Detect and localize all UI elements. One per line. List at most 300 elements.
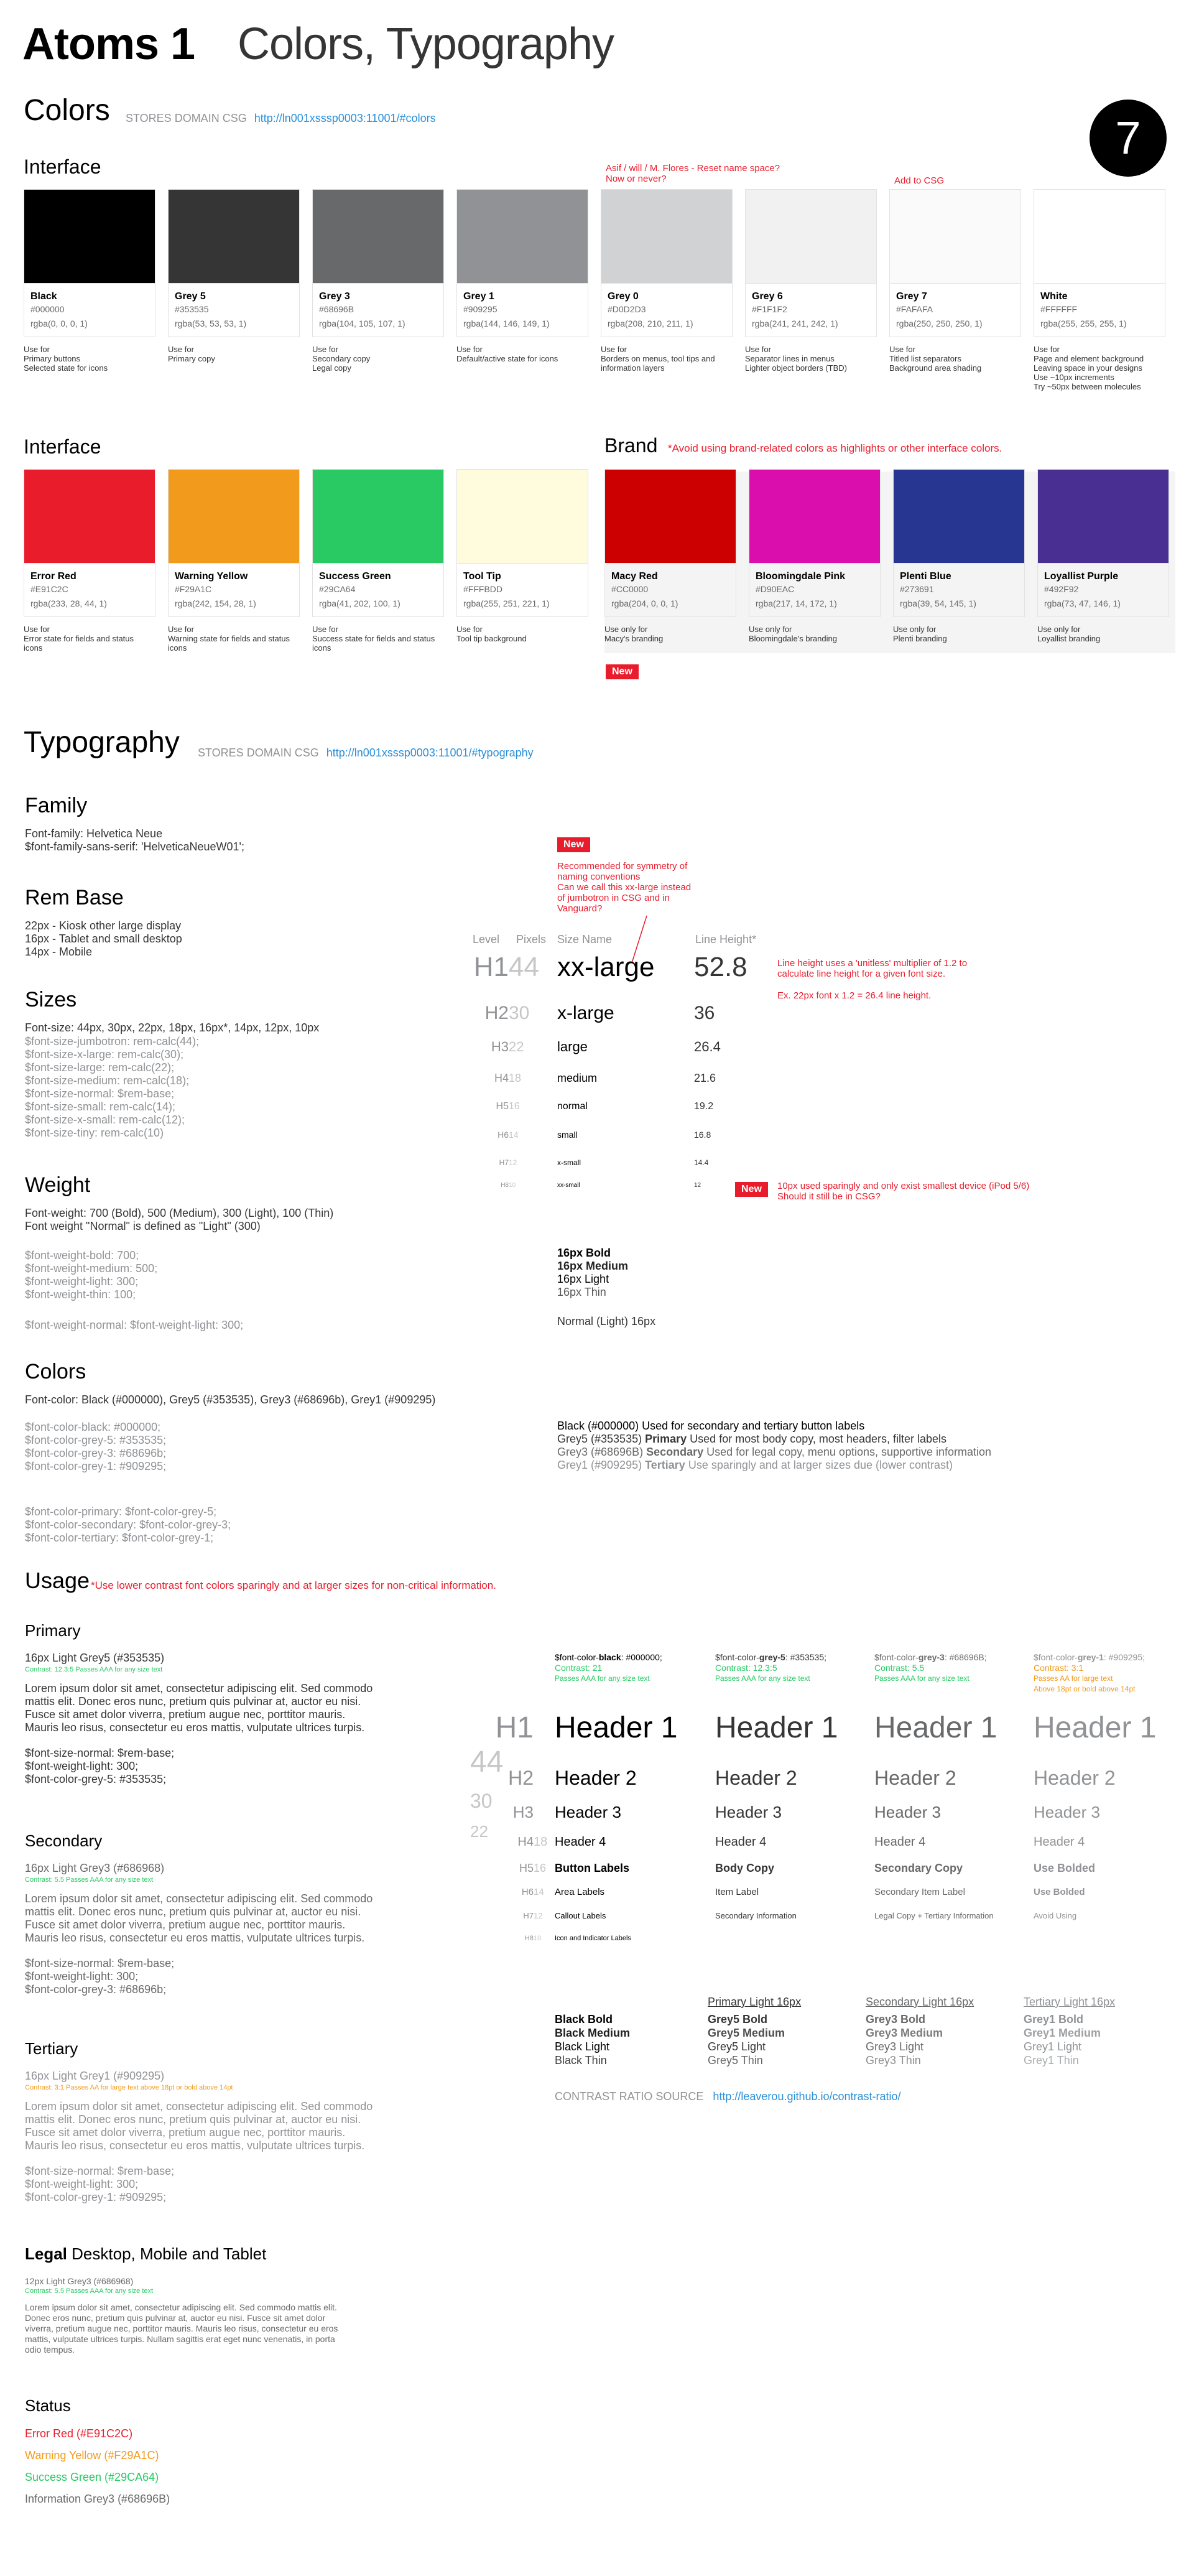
swatch-info xyxy=(604,564,736,617)
scale-pixels: 18 xyxy=(509,1072,522,1084)
type-scale-row xyxy=(470,1101,905,1114)
primary-label: 16px Light Grey5 (#353535) xyxy=(25,1652,165,1664)
color-swatch xyxy=(24,189,155,373)
usage-sample: Legal Copy + Tertiary Information xyxy=(874,1911,994,1920)
brand-title: Brand xyxy=(604,434,658,457)
color-swatch xyxy=(893,469,1025,643)
var-name: grey-3 xyxy=(918,1652,945,1662)
scale-line-height: 26.4 xyxy=(694,1039,721,1054)
usage-sample: Header 4 xyxy=(555,1835,606,1849)
usage-column-header xyxy=(715,1652,871,1684)
swatch-rgba: rgba(233, 28, 44, 1) xyxy=(30,598,107,608)
color-var xyxy=(1034,1652,1189,1663)
swatch-info xyxy=(168,564,300,617)
swatch-rgba: rgba(208, 210, 211, 1) xyxy=(608,319,693,328)
var-value: : #909295; xyxy=(1103,1652,1145,1662)
swatch-name: Error Red xyxy=(30,571,76,582)
contrast-ratio: Contrast: 3:1 xyxy=(1034,1663,1084,1673)
color-chip xyxy=(24,469,155,564)
swatch-name: White xyxy=(1040,291,1068,302)
font-colors-role-vars: $font-color-primary: $font-color-grey-5; $font-color-secondary: $font-color-grey-3; $font-color-tertiary: $font-color-grey-1; xyxy=(25,1505,231,1544)
var-prefix: $font-color- xyxy=(1034,1652,1078,1662)
weights-col-header: Secondary Light 16px xyxy=(866,1996,974,2008)
scale-line-height: 16.8 xyxy=(694,1130,711,1140)
swatch-hex: #D90EAC xyxy=(756,584,795,594)
usage-sample: Area Labels xyxy=(555,1887,605,1897)
color-swatch xyxy=(749,469,881,643)
weight-sample: Grey1 Bold xyxy=(1024,2013,1084,2025)
color-swatch xyxy=(168,469,300,653)
usage-sample: Header 2 xyxy=(715,1767,797,1789)
color-sample-name: Grey3 (#68696B) xyxy=(557,1446,644,1458)
scale-pixels: 44 xyxy=(509,952,539,982)
swatch-name: Success Green xyxy=(319,571,391,582)
rem-base-body: 22px - Kiosk other large display 16px - Tablet and small desktop 14px - Mobile xyxy=(25,919,182,958)
usage-sample: Header 3 xyxy=(715,1803,782,1821)
usage-sample: Icon and Indicator Labels xyxy=(555,1935,631,1942)
usage-level-px: 16 xyxy=(533,1862,547,1874)
xx-large-naming-note: Recommended for symmetry of naming conventions Can we call this xx-large instead of jumbotron in CSG and in Vanguard? xyxy=(557,861,692,914)
color-chip xyxy=(604,469,736,564)
swatch-hex: #68696B xyxy=(319,304,354,314)
swatch-hex: #909295 xyxy=(463,304,497,314)
sizes-vars: $font-size-jumbotron: rem-calc(44); $font-size-x-large: rem-calc(30); $font-size-large: rem-calc(22); $font-size-medium: rem-calc(18); $font-size-normal: $rem-base; $font-size-small: rem-calc(14); $font-size-x-small: rem-calc(12); $font-size-tiny: rem-calc(10) xyxy=(25,1035,200,1139)
swatch-hex: #000000 xyxy=(30,304,65,314)
tertiary-lorem: Lorem ipsum dolor sit amet, consectetur adipiscing elit. Sed commodo mattis elit. Donec eros nunc, pretium quis pulvinar at, auctor eu nisi. Fusce sit amet dolor viverra, pretium augue nec, porttitor mauris. Mauris leo risus, consectetur eu eros mattis, vulputate ultrices turpis. xyxy=(25,2100,373,2152)
scale-size-name: x-small xyxy=(557,1158,581,1167)
contrast-source-link[interactable]: http://leaverou.github.io/contrast-ratio/ xyxy=(713,2090,901,2103)
color-chip xyxy=(1037,469,1169,564)
scale-size-name: normal xyxy=(557,1101,588,1112)
usage-level-row xyxy=(470,1935,551,1942)
secondary-contrast: Contrast: 5.5 Passes AAA for any size text xyxy=(25,1876,154,1884)
usage-sample: Body Copy xyxy=(715,1862,775,1874)
status-title: Status xyxy=(25,2396,71,2415)
swatch-usage: Use for Success state for fields and status icons xyxy=(312,625,435,653)
primary-contrast: Contrast: 12.3:5 Passes AAA for any size text xyxy=(25,1666,163,1673)
weight-sample: Grey1 Thin xyxy=(1024,2054,1079,2067)
usage-column-header xyxy=(874,1652,1030,1684)
scale-line-height: 21.6 xyxy=(694,1072,716,1084)
type-scale-row xyxy=(470,1003,905,1027)
swatch-hex: #CC0000 xyxy=(611,584,649,594)
grey0-note: Asif / will / M. Flores - Reset name space? Now or never? xyxy=(606,163,780,184)
contrast-pass: Passes AA for large text Above 18pt or bold above 14pt xyxy=(1034,1674,1136,1693)
usage-secondary xyxy=(25,1831,373,1996)
usage-sample: Use Bolded xyxy=(1034,1887,1085,1897)
weight-sample: Grey1 Medium xyxy=(1024,2027,1101,2039)
swatch-usage: Use for Separator lines in menus Lighter object borders (TBD) xyxy=(745,345,848,373)
page-title-light: Colors, Typography xyxy=(238,19,614,69)
swatch-usage: Use for Tool tip background xyxy=(456,625,527,643)
swatch-hex: #FAFAFA xyxy=(896,304,933,314)
weight-sample: Grey5 Bold xyxy=(708,2013,768,2025)
primary-vars: $font-size-normal: $rem-base; $font-weight-light: 300; $font-color-grey-5: #353535; xyxy=(25,1747,175,1785)
interface-status-title: Interface xyxy=(24,435,101,458)
usage-column-header xyxy=(555,1652,710,1684)
color-chip xyxy=(312,189,444,284)
usage-title: Usage xyxy=(25,1568,90,1593)
swatch-name: Grey 3 xyxy=(319,291,350,302)
color-sample-role: Primary xyxy=(645,1433,687,1445)
rem-base-title: Rem Base xyxy=(25,886,124,909)
scale-level: H4 xyxy=(494,1072,509,1084)
swatch-usage: Use for Warning state for fields and status icons xyxy=(168,625,290,653)
typography-section-title: Typography xyxy=(24,726,180,759)
scale-level: H5 xyxy=(496,1101,509,1112)
legal-title-rest: Desktop, Mobile and Tablet xyxy=(72,2244,267,2263)
scale-header-level: Level xyxy=(473,933,500,946)
swatch-rgba: rgba(104, 105, 107, 1) xyxy=(319,319,405,328)
scale-pixels: 10 xyxy=(509,1182,516,1189)
tertiary-label: 16px Light Grey1 (#909295) xyxy=(25,2070,165,2082)
color-swatch xyxy=(456,189,588,363)
line-height-note: Line height uses a 'unitless' multiplier of 1.2 to calculate line height for a given font size. xyxy=(777,958,968,979)
scale-pixels: 12 xyxy=(509,1158,517,1167)
new-badge-small: New xyxy=(735,1182,768,1197)
usage-sample: Header 1 xyxy=(1034,1711,1157,1744)
csg-colors-link[interactable]: http://ln001xsssp0003:11001/#colors xyxy=(254,112,436,124)
usage-level-row xyxy=(470,1835,551,1849)
swatch-info xyxy=(893,564,1025,617)
color-sample-desc: Used for secondary and tertiary button labels xyxy=(642,1420,865,1432)
usage-sample: Avoid Using xyxy=(1034,1911,1077,1920)
usage-sample: Header 1 xyxy=(555,1711,678,1744)
weight-sample: Grey5 Thin xyxy=(708,2054,763,2067)
usage-sample: Header 3 xyxy=(874,1803,941,1821)
swatch-info xyxy=(749,564,881,617)
scale-size-name: x-large xyxy=(557,1003,614,1023)
usage-sample: Header 3 xyxy=(1034,1803,1100,1821)
color-swatch xyxy=(312,469,444,653)
scale-level: H1 xyxy=(473,952,509,982)
swatch-rgba: rgba(144, 146, 149, 1) xyxy=(463,319,550,328)
scale-line-height: 52.8 xyxy=(694,952,747,982)
scale-size-name: medium xyxy=(557,1072,598,1084)
family-body: Font-family: Helvetica Neue $font-family-sans-serif: 'HelveticaNeueW01'; xyxy=(25,827,244,853)
weight-sample: Grey5 Medium xyxy=(708,2027,785,2039)
usage-note: *Use lower contrast font colors sparingly and at larger sizes for non-critical information. xyxy=(91,1579,496,1591)
color-sample-name: Grey5 (#353535) xyxy=(557,1433,642,1445)
weight-sample: Grey5 Light xyxy=(708,2040,766,2053)
usage-sample: Header 4 xyxy=(1034,1835,1085,1849)
swatch-hex: #E91C2C xyxy=(30,584,68,594)
swatch-usage: Use only for Macy's branding xyxy=(604,625,664,643)
color-sample-role: Tertiary xyxy=(645,1459,685,1471)
usage-sample: Secondary Item Label xyxy=(874,1887,965,1897)
scale-size-name: xx-large xyxy=(557,952,655,982)
usage-level: H4 xyxy=(517,1835,534,1849)
csg-label: STORES DOMAIN CSG xyxy=(126,112,247,124)
scale-pixels: 14 xyxy=(509,1130,519,1140)
contrast-ratio: Contrast: 5.5 xyxy=(874,1663,925,1673)
color-var xyxy=(555,1652,710,1663)
color-var xyxy=(715,1652,871,1663)
swatch-info xyxy=(24,564,155,617)
swatch-usage: Use for Secondary copy Legal copy xyxy=(312,345,371,373)
color-sample-desc: Use sparingly and at larger sizes due (lower contrast) xyxy=(688,1459,953,1471)
scale-pixels: 22 xyxy=(509,1039,524,1054)
swatch-usage: Use for Error state for fields and status icons xyxy=(24,625,134,653)
swatch-rgba: rgba(241, 241, 242, 1) xyxy=(752,319,838,328)
scale-level: H3 xyxy=(491,1039,509,1054)
new-badge: New xyxy=(557,837,590,852)
usage-sample: Button Labels xyxy=(555,1862,629,1874)
var-prefix: $font-color- xyxy=(555,1652,599,1662)
weights-demo xyxy=(557,1247,628,1299)
color-chip xyxy=(456,189,588,284)
swatch-info xyxy=(312,564,444,617)
swatch-usage: Use only for Loyallist branding xyxy=(1037,625,1101,643)
var-prefix: $font-color- xyxy=(874,1652,919,1662)
scale-size-name: large xyxy=(557,1039,588,1054)
swatch-name: Plenti Blue xyxy=(900,571,951,582)
weight-vars: $font-weight-bold: 700; $font-weight-medium: 500; $font-weight-light: 300; $font-weight-thin: 100; xyxy=(25,1249,158,1301)
swatch-usage: Use for Primary buttons Selected state for icons xyxy=(24,345,108,373)
swatch-usage: Use for Default/active state for icons xyxy=(456,345,558,363)
var-name: black xyxy=(598,1652,621,1662)
var-value: : #000000; xyxy=(621,1652,662,1662)
usage-level-px: 18 xyxy=(534,1835,548,1849)
weight-medium-sample: 16px Medium xyxy=(557,1260,629,1272)
swatch-info xyxy=(456,284,588,337)
swatch-rgba: rgba(41, 202, 100, 1) xyxy=(319,598,400,608)
color-swatch xyxy=(601,189,733,373)
scale-size-name: small xyxy=(557,1130,578,1140)
weight-sample: Black Light xyxy=(555,2040,610,2053)
var-value: : #353535; xyxy=(785,1652,827,1662)
swatch-hex: #FFFFFF xyxy=(1040,304,1078,314)
swatch-rgba: rgba(73, 47, 146, 1) xyxy=(1044,598,1121,608)
type-scale-row xyxy=(470,1039,905,1057)
brand-new-badge: New xyxy=(606,664,639,679)
type-scale-row xyxy=(470,1158,905,1168)
scale-pixels: 30 xyxy=(509,1003,530,1023)
color-sample-desc: Used for most body copy, most headers, filter labels xyxy=(690,1433,947,1445)
scale-level: H2 xyxy=(484,1003,509,1023)
font-color-sample xyxy=(557,1420,991,1433)
grey7-note: Add to CSG xyxy=(894,175,945,186)
usage-sample: Header 4 xyxy=(874,1835,926,1849)
contrast-pass: Passes AAA for any size text xyxy=(874,1674,970,1683)
scale-level: H6 xyxy=(497,1130,509,1140)
scale-header-pixels: Pixels xyxy=(516,933,547,946)
secondary-title: Secondary xyxy=(25,1831,103,1850)
usage-sample: Header 1 xyxy=(715,1711,838,1744)
scale-size-name: xx-small xyxy=(557,1182,580,1189)
legal-contrast: Contrast: 5.5 Passes AAA for any size text xyxy=(25,2287,154,2295)
swatch-usage: Use only for Plenti branding xyxy=(893,625,947,643)
page-title-bold: Atoms 1 xyxy=(22,19,195,69)
type-scale-row xyxy=(470,1130,905,1141)
color-chip xyxy=(889,189,1021,284)
line-height-example: Ex. 22px font x 1.2 = 26.4 line height. xyxy=(777,990,932,1001)
weight-sample: Grey3 Thin xyxy=(866,2054,921,2067)
usage-sample: Secondary Copy xyxy=(874,1862,963,1874)
swatch-hex: #29CA64 xyxy=(319,584,356,594)
usage-sample: Header 3 xyxy=(555,1803,621,1821)
var-name: grey-5 xyxy=(759,1652,785,1662)
weight-sample: Grey3 Light xyxy=(866,2040,924,2053)
usage-sample: Secondary Information xyxy=(715,1911,797,1920)
tertiary-vars: $font-size-normal: $rem-base; $font-weight-light: 300; $font-color-grey-1: #909295; xyxy=(25,2165,175,2203)
color-swatch xyxy=(1034,189,1165,391)
weight-body: Font-weight: 700 (Bold), 500 (Medium), 300 (Light), 100 (Thin) Font weight "Normal" is defined as "Light" (300) xyxy=(25,1207,334,1232)
usage-level: H7 xyxy=(523,1911,534,1920)
usage-level-row xyxy=(470,1911,551,1920)
swatch-hex: #492F92 xyxy=(1044,584,1079,594)
swatch-usage: Use only for Bloomingdale's branding xyxy=(749,625,837,643)
color-swatch xyxy=(456,469,588,643)
colors-section-title: Colors xyxy=(24,94,110,127)
swatch-info xyxy=(312,284,444,337)
font-colors-body: Font-color: Black (#000000), Grey5 (#353535), Grey3 (#68696b), Grey1 (#909295) xyxy=(25,1393,436,1406)
contrast-source xyxy=(555,2090,901,2103)
usage-sample: Use Bolded xyxy=(1034,1862,1096,1874)
legal-title-bold: Legal xyxy=(25,2244,67,2263)
color-swatch xyxy=(24,469,155,653)
font-color-sample xyxy=(557,1446,991,1459)
weight-sample: Grey3 Medium xyxy=(866,2027,943,2039)
csg-typography-link[interactable]: http://ln001xsssp0003:11001/#typography xyxy=(326,746,534,759)
smallest-size-note: 10px used sparingly and only exist smallest device (iPod 5/6) Should it still be in CSG? xyxy=(777,1181,1030,1202)
swatch-rgba: rgba(39, 54, 145, 1) xyxy=(900,598,976,608)
swatch-name: Bloomingdale Pink xyxy=(756,571,846,582)
legal-label: 12px Light Grey3 (#686968) xyxy=(25,2276,134,2286)
swatch-rgba: rgba(242, 154, 28, 1) xyxy=(175,598,256,608)
legal-title xyxy=(25,2244,348,2264)
sizes-body: Font-size: 44px, 30px, 22px, 18px, 16px*, 14px, 12px, 10px xyxy=(25,1021,320,1034)
swatch-usage: Use for Borders on menus, tool tips and information layers xyxy=(601,345,715,373)
secondary-lorem: Lorem ipsum dolor sit amet, consectetur adipiscing elit. Sed commodo mattis elit. Donec eros nunc, pretium quis pulvinar at, auctor eu nisi. Fusce sit amet dolor viverra, pretium augue nec, porttitor mauris. Mauris leo risus, consectetur eu eros mattis, vulputate ultrices turpis. xyxy=(25,1892,373,1944)
swatch-rgba: rgba(255, 255, 255, 1) xyxy=(1040,319,1127,328)
font-color-sample xyxy=(557,1433,991,1446)
contrast-source-label: CONTRAST RATIO SOURCE xyxy=(555,2090,704,2103)
swatch-rgba: rgba(53, 53, 53, 1) xyxy=(175,319,247,328)
swatch-hex: #F1F1F2 xyxy=(752,304,787,314)
usage-sample: Header 2 xyxy=(555,1767,637,1789)
font-colors-title: Colors xyxy=(25,1360,86,1383)
color-sample-desc: Used for legal copy, menu options, supportive information xyxy=(706,1446,992,1458)
color-chip xyxy=(312,469,444,564)
var-value: : #68696B; xyxy=(944,1652,987,1662)
swatch-name: Grey 5 xyxy=(175,291,206,302)
swatch-name: Tool Tip xyxy=(463,571,501,582)
usage-level-row xyxy=(470,1862,551,1875)
swatch-info xyxy=(456,564,588,617)
tertiary-title: Tertiary xyxy=(25,2039,78,2058)
sizes-title: Sizes xyxy=(25,988,77,1011)
usage-level-px: 30 xyxy=(470,1790,493,1812)
usage-level: H8 xyxy=(524,1935,534,1942)
color-chip xyxy=(745,189,877,284)
contrast-pass: Passes AAA for any size text xyxy=(555,1674,650,1683)
status-item: Error Red (#E91C2C) xyxy=(25,2427,133,2440)
weight-sample: Grey1 Light xyxy=(1024,2040,1082,2053)
font-color-sample xyxy=(557,1459,991,1472)
weight-sample: Black Thin xyxy=(555,2054,607,2067)
swatch-hex: #273691 xyxy=(900,584,934,594)
weight-light-sample: 16px Light xyxy=(557,1273,609,1285)
usage-legal xyxy=(25,2244,348,2355)
scale-pixels: 16 xyxy=(509,1101,520,1112)
color-chip xyxy=(601,189,733,284)
usage-level-px: 22 xyxy=(470,1822,488,1841)
usage-column-header xyxy=(1034,1652,1189,1695)
family-title: Family xyxy=(25,794,88,817)
swatch-rgba: rgba(255, 251, 221, 1) xyxy=(463,598,550,608)
weights-col-header: Tertiary Light 16px xyxy=(1024,1996,1116,2008)
status-item: Warning Yellow (#F29A1C) xyxy=(25,2449,159,2462)
color-chip xyxy=(24,189,155,284)
status-item: Information Grey3 (#68696B) xyxy=(25,2493,170,2505)
color-chip xyxy=(749,469,881,564)
scale-line-height: 19.2 xyxy=(694,1101,714,1112)
color-swatch xyxy=(889,189,1021,373)
color-swatch xyxy=(168,189,300,363)
usage-sample: Header 2 xyxy=(874,1767,956,1789)
swatch-info xyxy=(601,284,733,337)
color-swatch xyxy=(1037,469,1169,643)
var-name: grey-1 xyxy=(1077,1652,1104,1662)
usage-sample: Header 2 xyxy=(1034,1767,1116,1789)
weight-normal-sample: Normal (Light) 16px xyxy=(557,1315,656,1328)
usage-level: H3 xyxy=(512,1803,534,1821)
swatch-hex: #F29A1C xyxy=(175,584,212,594)
scale-header-size-name: Size Name xyxy=(557,933,613,946)
color-sample-role: Secondary xyxy=(646,1446,704,1458)
swatch-name: Macy Red xyxy=(611,571,658,582)
weights-col-header: Primary Light 16px xyxy=(708,1996,802,2008)
color-chip xyxy=(1034,189,1165,284)
page-number-badge: 7 xyxy=(1090,100,1167,177)
usage-sample: Callout Labels xyxy=(555,1911,606,1920)
secondary-label: 16px Light Grey3 (#686968) xyxy=(25,1862,165,1874)
usage-primary xyxy=(25,1621,373,1786)
scale-line-height: 14.4 xyxy=(694,1158,709,1167)
swatch-info xyxy=(168,284,300,337)
swatch-name: Grey 7 xyxy=(896,291,927,302)
font-colors-vars: $font-color-black: #000000; $font-color-grey-5: #353535; $font-color-grey-3: #68696b; $font-color-grey-1: #909295; xyxy=(25,1421,167,1472)
usage-level: H6 xyxy=(521,1887,534,1897)
usage-sample: Item Label xyxy=(715,1887,759,1897)
usage-level-row xyxy=(470,1887,551,1897)
usage-level-px: 12 xyxy=(533,1911,543,1920)
weight-bold-sample: 16px Bold xyxy=(557,1247,611,1259)
typography-csg-ref xyxy=(198,746,534,760)
swatch-hex: #353535 xyxy=(175,304,209,314)
swatch-info xyxy=(24,284,155,337)
legal-lorem: Lorem ipsum dolor sit amet, consectetur adipiscing elit. Sed commodo mattis elit. Donec eros nunc, pretium quis pulvinar at, auctor eu nisi. Fusce sit amet dolor viverra, pretium augue nec, porttitor mauris. Mauris leo risus, consectetur eu eros mattis, vulputate ultrices turpis. Nullam sagittis erat eget nunc venenatis, in porta odio tempus. xyxy=(25,2302,338,2355)
usage-level: H1 xyxy=(495,1711,534,1744)
swatch-name: Grey 0 xyxy=(608,291,639,302)
color-chip xyxy=(456,469,588,564)
color-swatch xyxy=(312,189,444,373)
swatch-name: Grey 1 xyxy=(463,291,494,302)
color-chip xyxy=(893,469,1025,564)
color-swatch xyxy=(604,469,736,643)
swatch-info xyxy=(745,284,877,337)
swatch-usage: Use for Titled list separators Background area shading xyxy=(889,345,982,373)
swatch-info xyxy=(1034,284,1165,337)
interface-title: Interface xyxy=(24,156,101,178)
usage-level-px: 14 xyxy=(534,1887,544,1897)
csg-label: STORES DOMAIN CSG xyxy=(198,746,319,759)
contrast-pass: Passes AAA for any size text xyxy=(715,1674,810,1683)
usage-sample: Header 4 xyxy=(715,1835,767,1849)
scale-level: H7 xyxy=(499,1158,509,1167)
usage-level-px: 10 xyxy=(533,1935,542,1942)
